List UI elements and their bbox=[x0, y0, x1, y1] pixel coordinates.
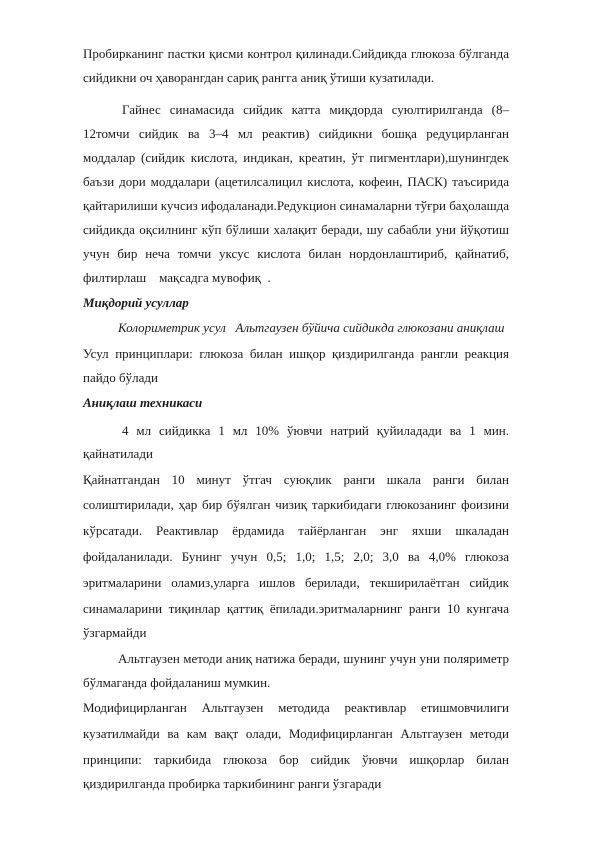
section-heading: Аниқлаш техникаси bbox=[83, 395, 203, 410]
paragraph-line: фойдаланилади. Бунинг учун 0,5; 1,0; 1,5; 2,0; 3,0 ва 4,0% глюкоза bbox=[83, 549, 509, 564]
paragraph-line: принципи: таркибида глюкоза бор сийдик ўювчи ишқорлар билан bbox=[83, 752, 509, 767]
paragraph-line: пайдо бўлади bbox=[83, 370, 158, 385]
paragraph-line: кузатилмайди ва кам вақт олади, Модифицирланган Альтгаузен методи bbox=[83, 726, 509, 741]
paragraph-line: бўлмаганда фойдаланиш мумкин. bbox=[83, 675, 271, 690]
paragraph-line: Усул принциплари: глюкоза билан ишқор қиздирилганда рангли реакция bbox=[83, 346, 509, 361]
section-heading: Миқдорий усуллар bbox=[83, 295, 189, 310]
paragraph-line: Қайнатгандан 10 минут ўтгач суюқлик ранги шкала ранги билан bbox=[83, 472, 509, 487]
paragraph-line: қиздирилганда пробирка таркибининг ранги ўзгаради bbox=[83, 776, 382, 791]
paragraph-line: ўзгармайди bbox=[83, 625, 147, 640]
paragraph-line: учун бир неча томчи уксус кислота билан нордонлаштириб, қайнатиб, bbox=[83, 246, 509, 261]
paragraph-line: Альтгаузен методи аниқ натижа беради, шунинг учун уни поляриметр bbox=[118, 651, 509, 666]
paragraph-line: Пробирканинг пастки қисми контрол қилинади.Сийдикда глюкоза бўлганда bbox=[83, 46, 509, 61]
paragraph-line: кўрсатади. Реактивлар ёрдамида тайёрланган энг яхши шкаладан bbox=[83, 523, 509, 538]
paragraph-line: синамаларини тиқинлар қаттиқ ёпилади.эритмаларнинг ранги 10 кунгача bbox=[83, 601, 509, 616]
paragraph-line: қайнатилади bbox=[83, 446, 153, 461]
paragraph-line: қайтарилиши кучсиз ифодаланади.Редукцион синамаларни тўғри баҳолашда bbox=[83, 198, 510, 213]
paragraph-line: моддалар (сийдик кислота, индикан, креатин, ўт пигментлари),шунингдек bbox=[83, 150, 509, 165]
paragraph-line: эритмаларини оламиз,уларга ишлов берилади, текширилаётган сийдик bbox=[83, 575, 509, 590]
paragraph-line: солиштирилади, ҳар бир бўялган чизиқ таркибидаги глюкозанинг фоизини bbox=[83, 497, 509, 512]
paragraph-line: Модифицирланган Альтгаузен методида реактивлар етишмовчилиги bbox=[83, 700, 509, 715]
paragraph-line: филтирлаш мақсадга мувофиқ . bbox=[83, 270, 271, 285]
paragraph-line: сийдикни оч ҳаворангдан сариқ рангга аниқ ўтиши кузатилади. bbox=[83, 70, 435, 85]
paragraph-line: сийдикда оқсилнинг кўп бўлиши халақит беради, шу сабабли уни йўқотиш bbox=[83, 222, 509, 237]
paragraph-line: Гайнес синамасида сийдик катта миқдорда суюлтирилганда (8– bbox=[122, 102, 509, 117]
paragraph-line: баъзи дори моддалари (ацетилсалицил кислота, кофеин, ПАСК) таъсирида bbox=[83, 174, 509, 189]
paragraph-line: 12томчи сийдик ва 3–4 мл реактив) сийдикни бошқа редуцирланган bbox=[83, 126, 509, 141]
subsection-heading: Колориметрик усул Альтгаузен бўйича сийдикда глюкозани аниқлаш bbox=[118, 320, 505, 335]
paragraph-line: 4 мл сийдикка 1 мл 10% ўювчи натрий қуйиладади ва 1 мин. bbox=[122, 423, 509, 438]
